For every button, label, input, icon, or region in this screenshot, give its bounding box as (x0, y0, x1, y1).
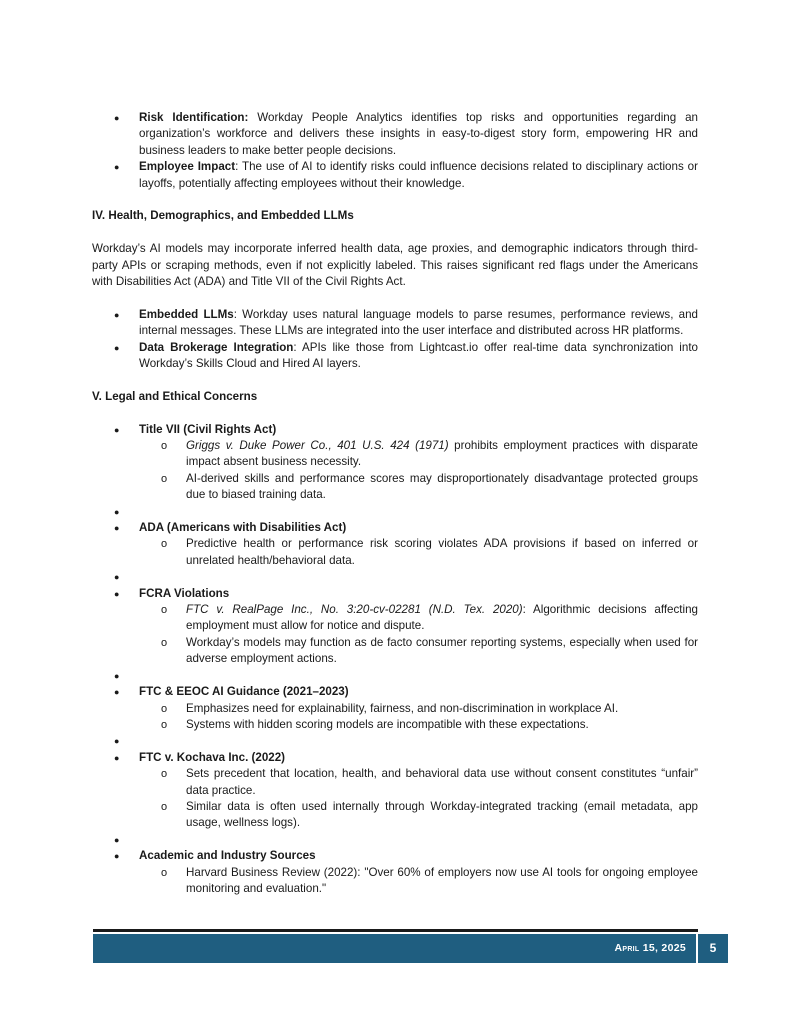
bullet-text: : Workday uses natural language models to parse resumes, performance reviews, and internal messages. These LLMs are integrated into the user interface and distributed across HR platforms. (139, 307, 698, 338)
spacer (92, 569, 698, 585)
sub-item (139, 602, 698, 635)
sub-item: o Similar data is often used internally through Workday-integrated tracking (email metadata, app usage, wellness logs). (139, 799, 698, 832)
spacer (92, 405, 698, 421)
footer-date: April 15, 2025 (614, 942, 686, 954)
bullet-label: ADA (Americans with Disabilities Act) (139, 521, 347, 535)
spacer (92, 733, 698, 749)
sub-item: o Systems with hidden scoring models are incompatible with these expectations. (139, 717, 698, 733)
footer-bar (93, 934, 696, 963)
bullet-text: Workday People Analytics identifies top risks and opportunities regarding an organization’s workforce and delivers these insights in easy-to-digest story form, empowering HR and business leaders to make better people decisions. (139, 111, 698, 157)
bullet-academic (92, 848, 698, 897)
bullet-risk-identification (92, 110, 698, 159)
footer-rule (93, 929, 698, 932)
bullet-fcra (92, 586, 698, 668)
bullet-kochava (92, 750, 698, 832)
spacer (92, 504, 698, 520)
sub-item: o Harvard Business Review (2022): "Over 60% of employers now use AI tools for ongoing employee monitoring and evaluation." (139, 865, 698, 898)
sub-list (139, 536, 698, 569)
sub-list (139, 865, 698, 898)
page-number: 5 (698, 934, 728, 963)
bullet-label: Academic and Industry Sources (139, 849, 316, 863)
sub-item: o Predictive health or performance risk scoring violates ADA provisions if based on inferred or unrelated health/behavioral data. (139, 536, 698, 569)
sub-list (139, 438, 698, 504)
bullet-text: : APIs like those from Lightcast.io offer real-time data synchronization into Workday’s Skills Cloud and Hired AI layers. (139, 340, 698, 371)
sub-list (139, 701, 698, 734)
sub-item: o Emphasizes need for explainability, fairness, and non-discrimination in workplace AI. (139, 701, 698, 717)
sub-item: o Sets precedent that location, health, and behavioral data use without consent constitutes “unfair” data practice. (139, 766, 698, 799)
case-citation: Griggs v. Duke Power Co., 401 U.S. 424 (1971) (186, 439, 449, 453)
section-v-heading: V. Legal and Ethical Concerns (92, 389, 258, 403)
case-citation: FTC v. RealPage Inc., No. 3:20-cv-02281 (N.D. Tex. 2020) (186, 603, 523, 617)
spacer (92, 372, 698, 388)
section-iii-bullets (92, 110, 698, 192)
section-iv-paragraph: Workday’s AI models may incorporate inferred health data, age proxies, and demographic indicators through third-party APIs or scraping methods, even if not explicitly labeled. This raises significant red flags under the Americans with Disabilities Act (ADA) and Title VII of the Civil Rights Act. (92, 242, 698, 289)
bullet-employee-impact (92, 159, 698, 192)
section-iv-bullets (92, 307, 698, 373)
bullet-title-vii (92, 422, 698, 504)
bullet-label: FCRA Violations (139, 586, 230, 600)
spacer (92, 832, 698, 848)
bullet-label: FTC v. Kochava Inc. (2022) (139, 750, 286, 764)
section-iv-heading: IV. Health, Demographics, and Embedded LLMs (92, 209, 354, 223)
sub-item (139, 438, 698, 471)
spacer (92, 192, 698, 208)
sub-item: o AI-derived skills and performance scores may disproportionately disadvantage protected groups due to biased training data. (139, 471, 698, 504)
bullet-label: Data Brokerage Integration (139, 340, 294, 354)
bullet-label: Risk Identification: (139, 111, 249, 124)
bullet-ada (92, 520, 698, 569)
bullet-label: FTC & EEOC AI Guidance (2021–2023) (139, 685, 349, 699)
spacer (92, 668, 698, 684)
bullet-label: Embedded LLMs (139, 307, 234, 321)
bullet-ftc-eeoc (92, 684, 698, 733)
spacer (92, 290, 698, 306)
sub-text: prohibits employment practices with disparate impact absent business necessity. (186, 439, 699, 469)
bullet-embedded-llms (92, 307, 698, 340)
bullet-label: Employee Impact (139, 160, 236, 174)
sub-item: o Workday’s models may function as de facto consumer reporting systems, especially when used for adverse employment actions. (139, 635, 698, 668)
section-v-bullets (92, 422, 698, 898)
page-content (92, 110, 698, 897)
bullet-text: : The use of AI to identify risks could influence decisions related to disciplinary actions or layoffs, potentially affecting employees without their knowledge. (139, 160, 698, 190)
spacer (92, 225, 698, 241)
bullet-data-brokerage (92, 340, 698, 373)
bullet-label: Title VII (Civil Rights Act) (139, 422, 277, 436)
sub-list (139, 602, 698, 668)
sub-text: : Algorithmic decisions affecting employment must allow for notice and dispute. (186, 603, 698, 633)
sub-list (139, 766, 698, 832)
